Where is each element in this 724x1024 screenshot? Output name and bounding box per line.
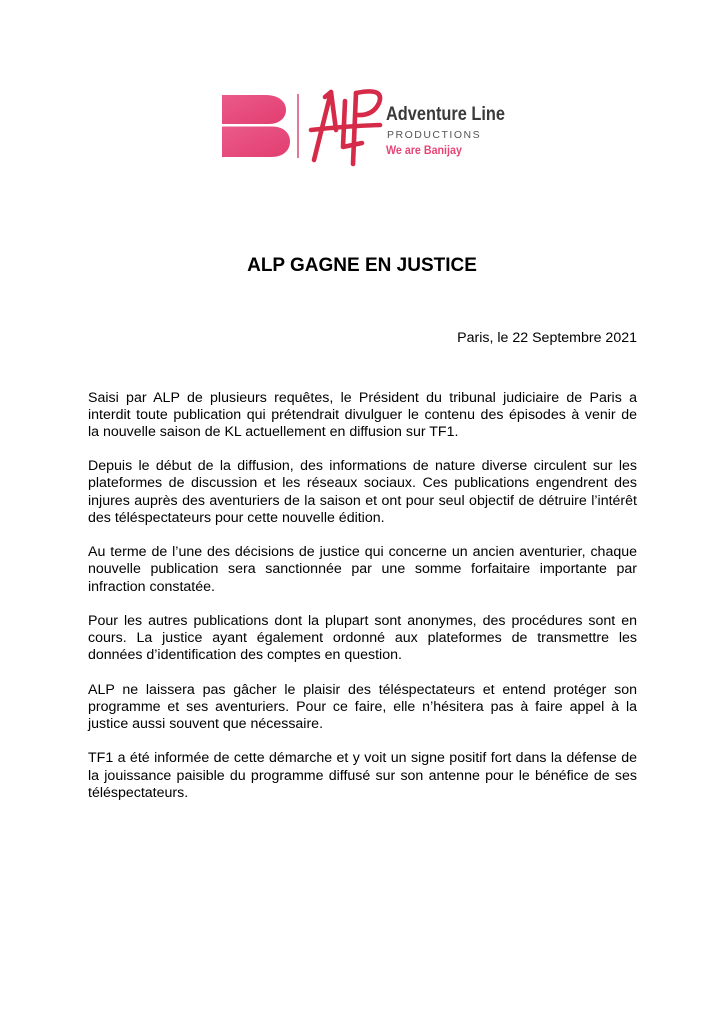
paragraph-5 bbox=[88, 682, 637, 734]
paragraph-line: infraction constatée. bbox=[88, 578, 215, 595]
paragraph-line: programme et ses aventuriers. Pour ce faire, elle n’hésitera pas à faire appel à la bbox=[88, 698, 637, 715]
banijay-logo bbox=[222, 95, 290, 157]
page-title: ALP GAGNE EN JUSTICE bbox=[247, 254, 477, 276]
paragraph-line: téléspectateurs. bbox=[88, 784, 189, 801]
alp-logo bbox=[306, 85, 386, 167]
paragraph-line: interdit toute publication qui prétendrait divulguer le contenu des épisodes à venir de bbox=[88, 406, 637, 423]
company-subtitle: PRODUCTIONS bbox=[387, 129, 482, 141]
body-text bbox=[88, 390, 637, 820]
paragraph-line: données d’identification des comptes en question. bbox=[88, 647, 402, 664]
paragraph-2 bbox=[88, 458, 637, 527]
paragraph-line: TF1 a été informée de cette démarche et y voit un signe positif fort dans la défense de bbox=[88, 750, 637, 767]
paragraph-1 bbox=[88, 390, 637, 442]
paragraph-line: la nouvelle saison de KL actuellement en diffusion sur TF1. bbox=[88, 423, 459, 440]
paragraph-3 bbox=[88, 544, 637, 596]
dateline: Paris, le 22 Septembre 2021 bbox=[457, 329, 637, 346]
paragraph-line: justice aussi souvent que nécessaire. bbox=[88, 716, 324, 733]
paragraph-line: ALP ne laissera pas gâcher le plaisir des téléspectateurs et entend protéger son bbox=[88, 681, 637, 698]
logo-divider bbox=[297, 94, 299, 158]
company-name: Adventure Line bbox=[386, 104, 505, 125]
paragraph-line: Pour les autres publications dont la plupart sont anonymes, des procédures sont en bbox=[88, 612, 637, 629]
company-tagline: We are Banijay bbox=[386, 145, 462, 157]
paragraph-line: cours. La justice ayant également ordonné aux plateformes de transmettre les bbox=[88, 630, 637, 647]
paragraph-line: Au terme de l’une des décisions de justice qui concerne un ancien aventurier, chaque bbox=[88, 544, 637, 561]
paragraph-4 bbox=[88, 613, 637, 665]
paragraph-line: nouvelle publication sera sanctionnée par une somme forfaitaire importante par bbox=[88, 561, 637, 578]
paragraph-line: plateformes de discussion et les réseaux sociaux. Ces publications engendrent des bbox=[88, 475, 637, 492]
paragraph-line: la jouissance paisible du programme diffusé sur son antenne pour le bénéfice de ses bbox=[88, 767, 637, 784]
paragraph-line: des téléspectateurs pour cette nouvelle édition. bbox=[88, 509, 385, 526]
paragraph-line: Saisi par ALP de plusieurs requêtes, le Président du tribunal judiciaire de Paris a bbox=[88, 389, 637, 406]
paragraph-line: Depuis le début de la diffusion, des informations de nature diverse circulent sur les bbox=[88, 458, 637, 475]
paragraph-line: injures auprès des aventuriers de la saison et ont pour seul objectif de détruire l’intérêt bbox=[88, 492, 637, 509]
paragraph-6 bbox=[88, 750, 637, 802]
